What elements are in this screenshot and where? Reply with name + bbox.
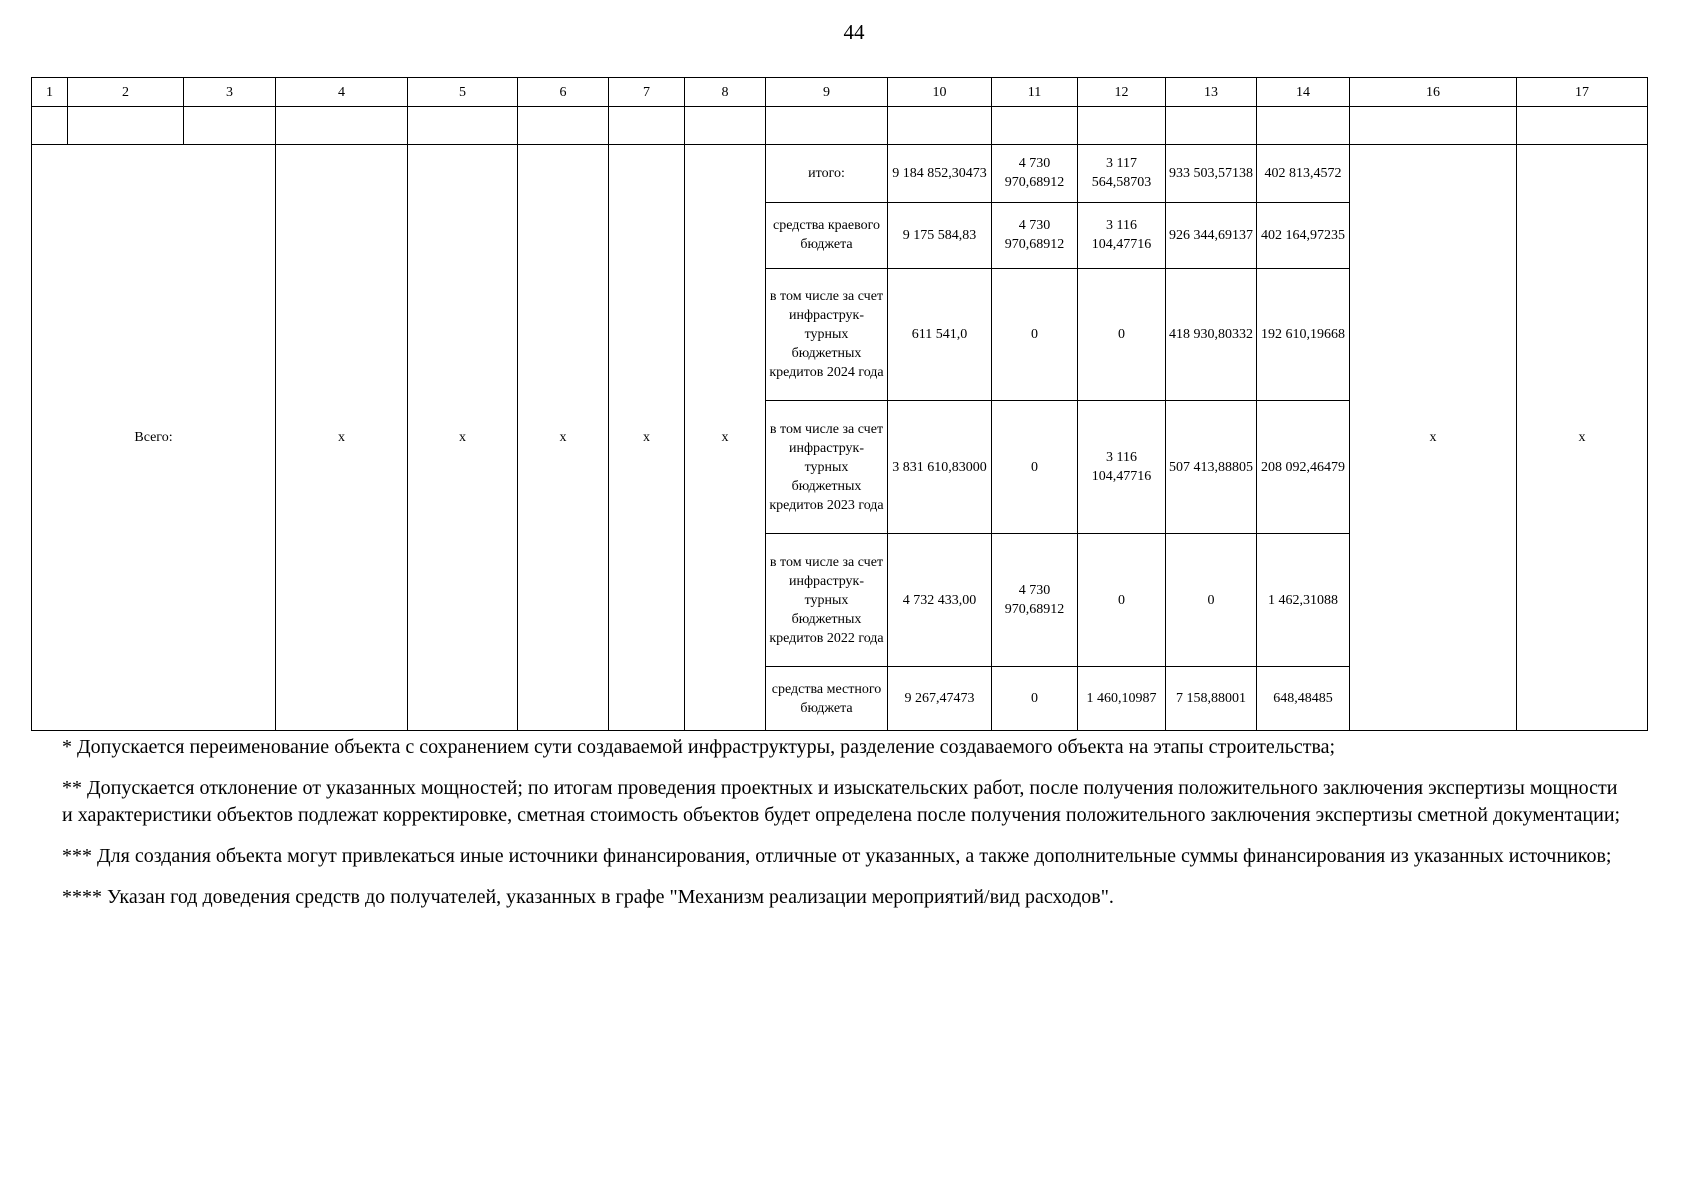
header-cell: 17	[1517, 78, 1648, 107]
value-cell: 9 175 584,83	[888, 202, 992, 268]
value-cell: 1 462,31088	[1257, 534, 1350, 667]
value-cell: 0	[992, 268, 1078, 401]
value-cell: 1 460,10987	[1078, 667, 1166, 731]
value-cell: 9 267,47473	[888, 667, 992, 731]
footnote: **** Указан год доведения средств до получателей, указанных в графе "Механизм реализации мероприятий/вид расходов".	[62, 886, 1114, 908]
empty-cell	[276, 107, 408, 145]
empty-cell	[408, 107, 518, 145]
value-cell: 4 732 433,00	[888, 534, 992, 667]
header-cell: 11	[992, 78, 1078, 107]
value-cell: 4 730 970,68912	[992, 144, 1078, 202]
header-cell: 16	[1350, 78, 1517, 107]
header-cell: 14	[1257, 78, 1350, 107]
value-cell: 507 413,88805	[1166, 401, 1257, 534]
empty-cell	[518, 107, 609, 145]
empty-cell	[184, 107, 276, 145]
value-cell: 402 813,4572	[1257, 144, 1350, 202]
value-cell: 3 831 610,83000	[888, 401, 992, 534]
x-mark-cell: х	[685, 144, 766, 730]
empty-cell	[1257, 107, 1350, 145]
empty-cell	[685, 107, 766, 145]
empty-cell	[68, 107, 184, 145]
value-cell: 9 184 852,30473	[888, 144, 992, 202]
total-label: Всего:	[32, 144, 276, 730]
value-cell: 4 730 970,68912	[992, 202, 1078, 268]
page-number: 44	[843, 20, 865, 44]
value-cell: 0	[1166, 534, 1257, 667]
empty-cell	[609, 107, 685, 145]
x-mark-cell: х	[1350, 144, 1517, 730]
header-cell: 10	[888, 78, 992, 107]
header-cell: 2	[68, 78, 184, 107]
value-cell: 0	[992, 667, 1078, 731]
value-cell: 4 730 970,68912	[992, 534, 1078, 667]
value-cell: 192 610,19668	[1257, 268, 1350, 401]
footnote: ** Допускается отклонение от указанных мощностей; по итогам проведения проектных и изыскательских работ, после получения положительного заключения экспертизы мощности и характеристики объектов подлежат корректировке, сметная стоимость объектов будет определена после получения положительного заключения экспертизы сметной документации;	[62, 777, 1621, 826]
footnotes	[62, 734, 1622, 925]
funding-source-cell: итого:	[766, 144, 888, 202]
header-cell: 3	[184, 78, 276, 107]
empty-cell	[1517, 107, 1648, 145]
value-cell: 3 116 104,47716	[1078, 202, 1166, 268]
header-cell: 4	[276, 78, 408, 107]
x-mark-cell: х	[276, 144, 408, 730]
empty-cell	[1350, 107, 1517, 145]
value-cell: 648,48485	[1257, 667, 1350, 731]
value-cell: 0	[1078, 268, 1166, 401]
empty-cell	[1166, 107, 1257, 145]
header-cell: 9	[766, 78, 888, 107]
empty-cell	[888, 107, 992, 145]
empty-cell	[766, 107, 888, 145]
header-cell: 13	[1166, 78, 1257, 107]
value-cell: 0	[1078, 534, 1166, 667]
x-mark-cell: х	[609, 144, 685, 730]
header-cell: 12	[1078, 78, 1166, 107]
x-mark-cell: х	[1517, 144, 1648, 730]
funding-source-cell: в том числе за счет инфраструк-турных бюджетных кредитов 2023 года	[766, 401, 888, 534]
footnote: *** Для создания объекта могут привлекаться иные источники финансирования, отличные от указанных, а также дополнительные суммы финансирования из указанных источников;	[62, 845, 1612, 867]
value-cell: 402 164,97235	[1257, 202, 1350, 268]
value-cell: 611 541,0	[888, 268, 992, 401]
budget-table	[31, 77, 1648, 731]
x-mark-cell: х	[408, 144, 518, 730]
empty-cell	[992, 107, 1078, 145]
table-row	[32, 144, 1648, 202]
funding-source-cell: средства краевого бюджета	[766, 202, 888, 268]
empty-cell	[1078, 107, 1166, 145]
value-cell: 7 158,88001	[1166, 667, 1257, 731]
value-cell: 933 503,57138	[1166, 144, 1257, 202]
value-cell: 926 344,69137	[1166, 202, 1257, 268]
value-cell: 0	[992, 401, 1078, 534]
column-number-row	[32, 78, 1648, 107]
value-cell: 418 930,80332	[1166, 268, 1257, 401]
header-cell: 6	[518, 78, 609, 107]
value-cell: 208 092,46479	[1257, 401, 1350, 534]
header-cell: 5	[408, 78, 518, 107]
value-cell: 3 116 104,47716	[1078, 401, 1166, 534]
empty-cell	[32, 107, 68, 145]
funding-source-cell: в том числе за счет инфраструк-турных бюджетных кредитов 2024 года	[766, 268, 888, 401]
footnote: * Допускается переименование объекта с сохранением сути создаваемой инфраструктуры, разделение создаваемого объекта на этапы строительства;	[62, 736, 1336, 758]
funding-source-cell: в том числе за счет инфраструк-турных бюджетных кредитов 2022 года	[766, 534, 888, 667]
value-cell: 3 117 564,58703	[1078, 144, 1166, 202]
x-mark-cell: х	[518, 144, 609, 730]
funding-source-cell: средства местного бюджета	[766, 667, 888, 731]
blank-row	[32, 107, 1648, 145]
header-cell: 8	[685, 78, 766, 107]
header-cell: 7	[609, 78, 685, 107]
header-cell: 1	[32, 78, 68, 107]
